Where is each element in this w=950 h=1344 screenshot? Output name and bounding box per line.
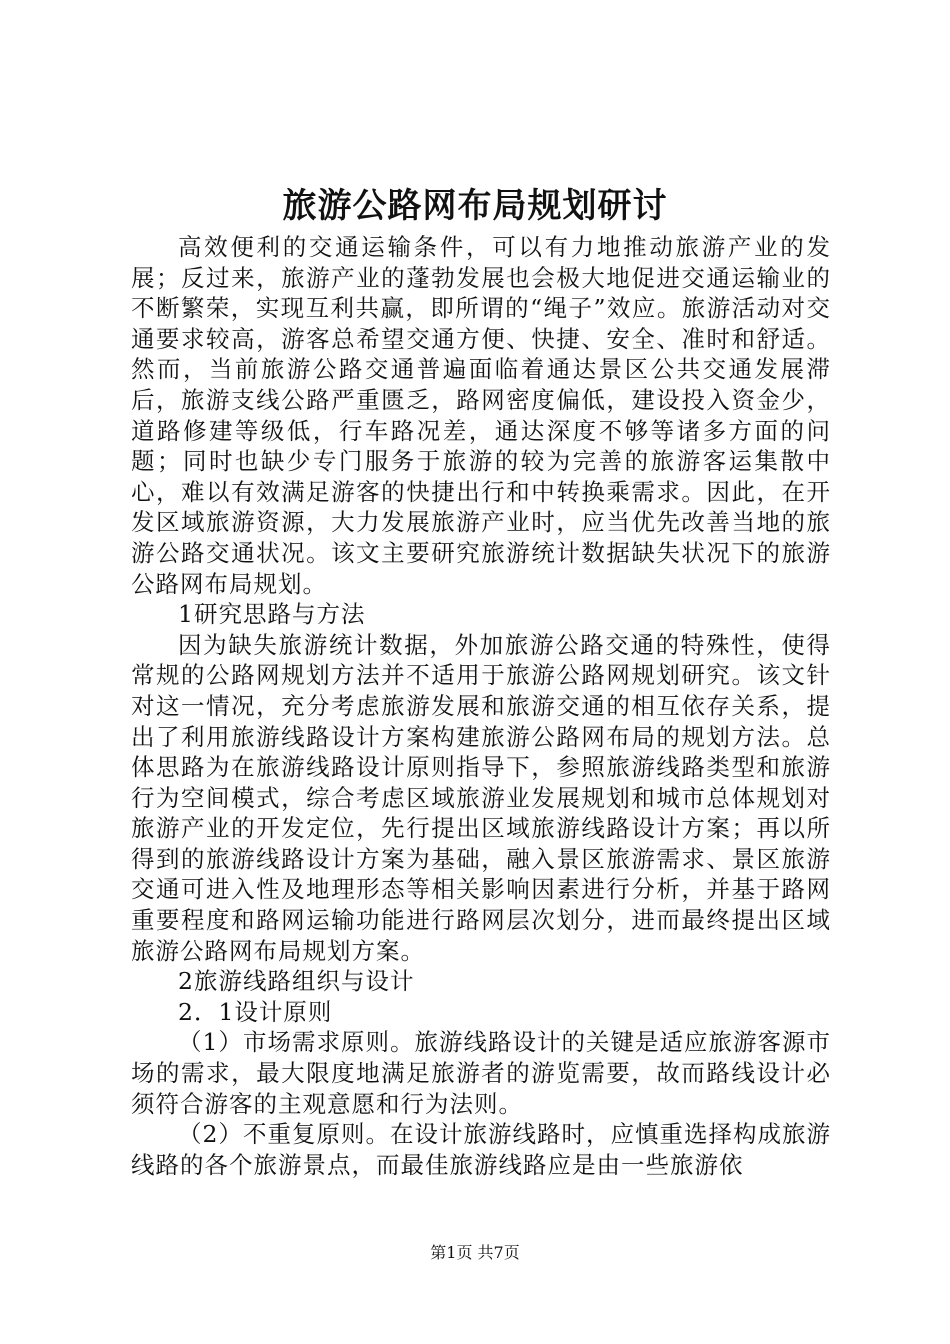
section-heading-1: 1研究思路与方法: [178, 600, 366, 629]
subsection-heading-2-1: 2．1设计原则: [178, 997, 333, 1026]
paragraph-principle-1: （1）市场需求原则。旅游线路设计的关键是适应旅游客源市场的需求，最大限度地满足旅游者的游览需要，故而路线设计必须符合游客的主观意愿和行为法则。: [131, 1028, 831, 1118]
page-footer: 第1页 共7页: [430, 1243, 520, 1262]
paragraph-principle-2: （2）不重复原则。在设计旅游线路时，应慎重选择构成旅游线路的各个旅游景点，而最佳旅游线路应是由一些旅游依: [131, 1120, 831, 1179]
paragraph-method: 因为缺失旅游统计数据，外加旅游公路交通的特殊性，使得常规的公路网规划方法并不适用于旅游公路网规划研究。该文针对这一情况，充分考虑旅游发展和旅游交通的相互依存关系，提出了利用旅游线路设计方案构建旅游公路网布局的规划方法。总体思路为在旅游线路设计原则指导下，参照旅游线路类型和旅游行为空间模式，综合考虑区域旅游业发展规划和城市总体规划对旅游产业的开发定位，先行提出区域旅游线路设计方案；再以所得到的旅游线路设计方案为基础，融入景区旅游需求、景区旅游交通可进入性及地理形态等相关影响因素进行分析，并基于路网重要程度和路网运输功能进行路网层次划分，进而最终提出区域旅游公路网布局规划方案。: [131, 630, 831, 965]
document-body: [131, 232, 831, 1180]
section-heading-2: 2旅游线路组织与设计: [178, 967, 415, 996]
document-title: 旅游公路网布局规划研讨: [282, 186, 668, 226]
paragraph-intro: 高效便利的交通运输条件，可以有力地推动旅游产业的发展；反过来，旅游产业的蓬勃发展也会极大地促进交通运输业的不断繁荣，实现互利共赢，即所谓的“绳子”效应。旅游活动对交通要求较高，游客总希望交通方便、快捷、安全、准时和舒适。然而，当前旅游公路交通普遍面临着通达景区公共交通发展滞后，旅游支线公路严重匮乏，路网密度偏低，建设投入资金少，道路修建等级低，行车路况差，通达深度不够等诸多方面的问题；同时也缺少专门服务于旅游的较为完善的旅游客运集散中心，难以有效满足游客的快捷出行和中转换乘需求。因此，在开发区域旅游资源，大力发展旅游产业时，应当优先改善当地的旅游公路交通状况。该文主要研究旅游统计数据缺失状况下的旅游公路网布局规划。: [131, 233, 831, 598]
